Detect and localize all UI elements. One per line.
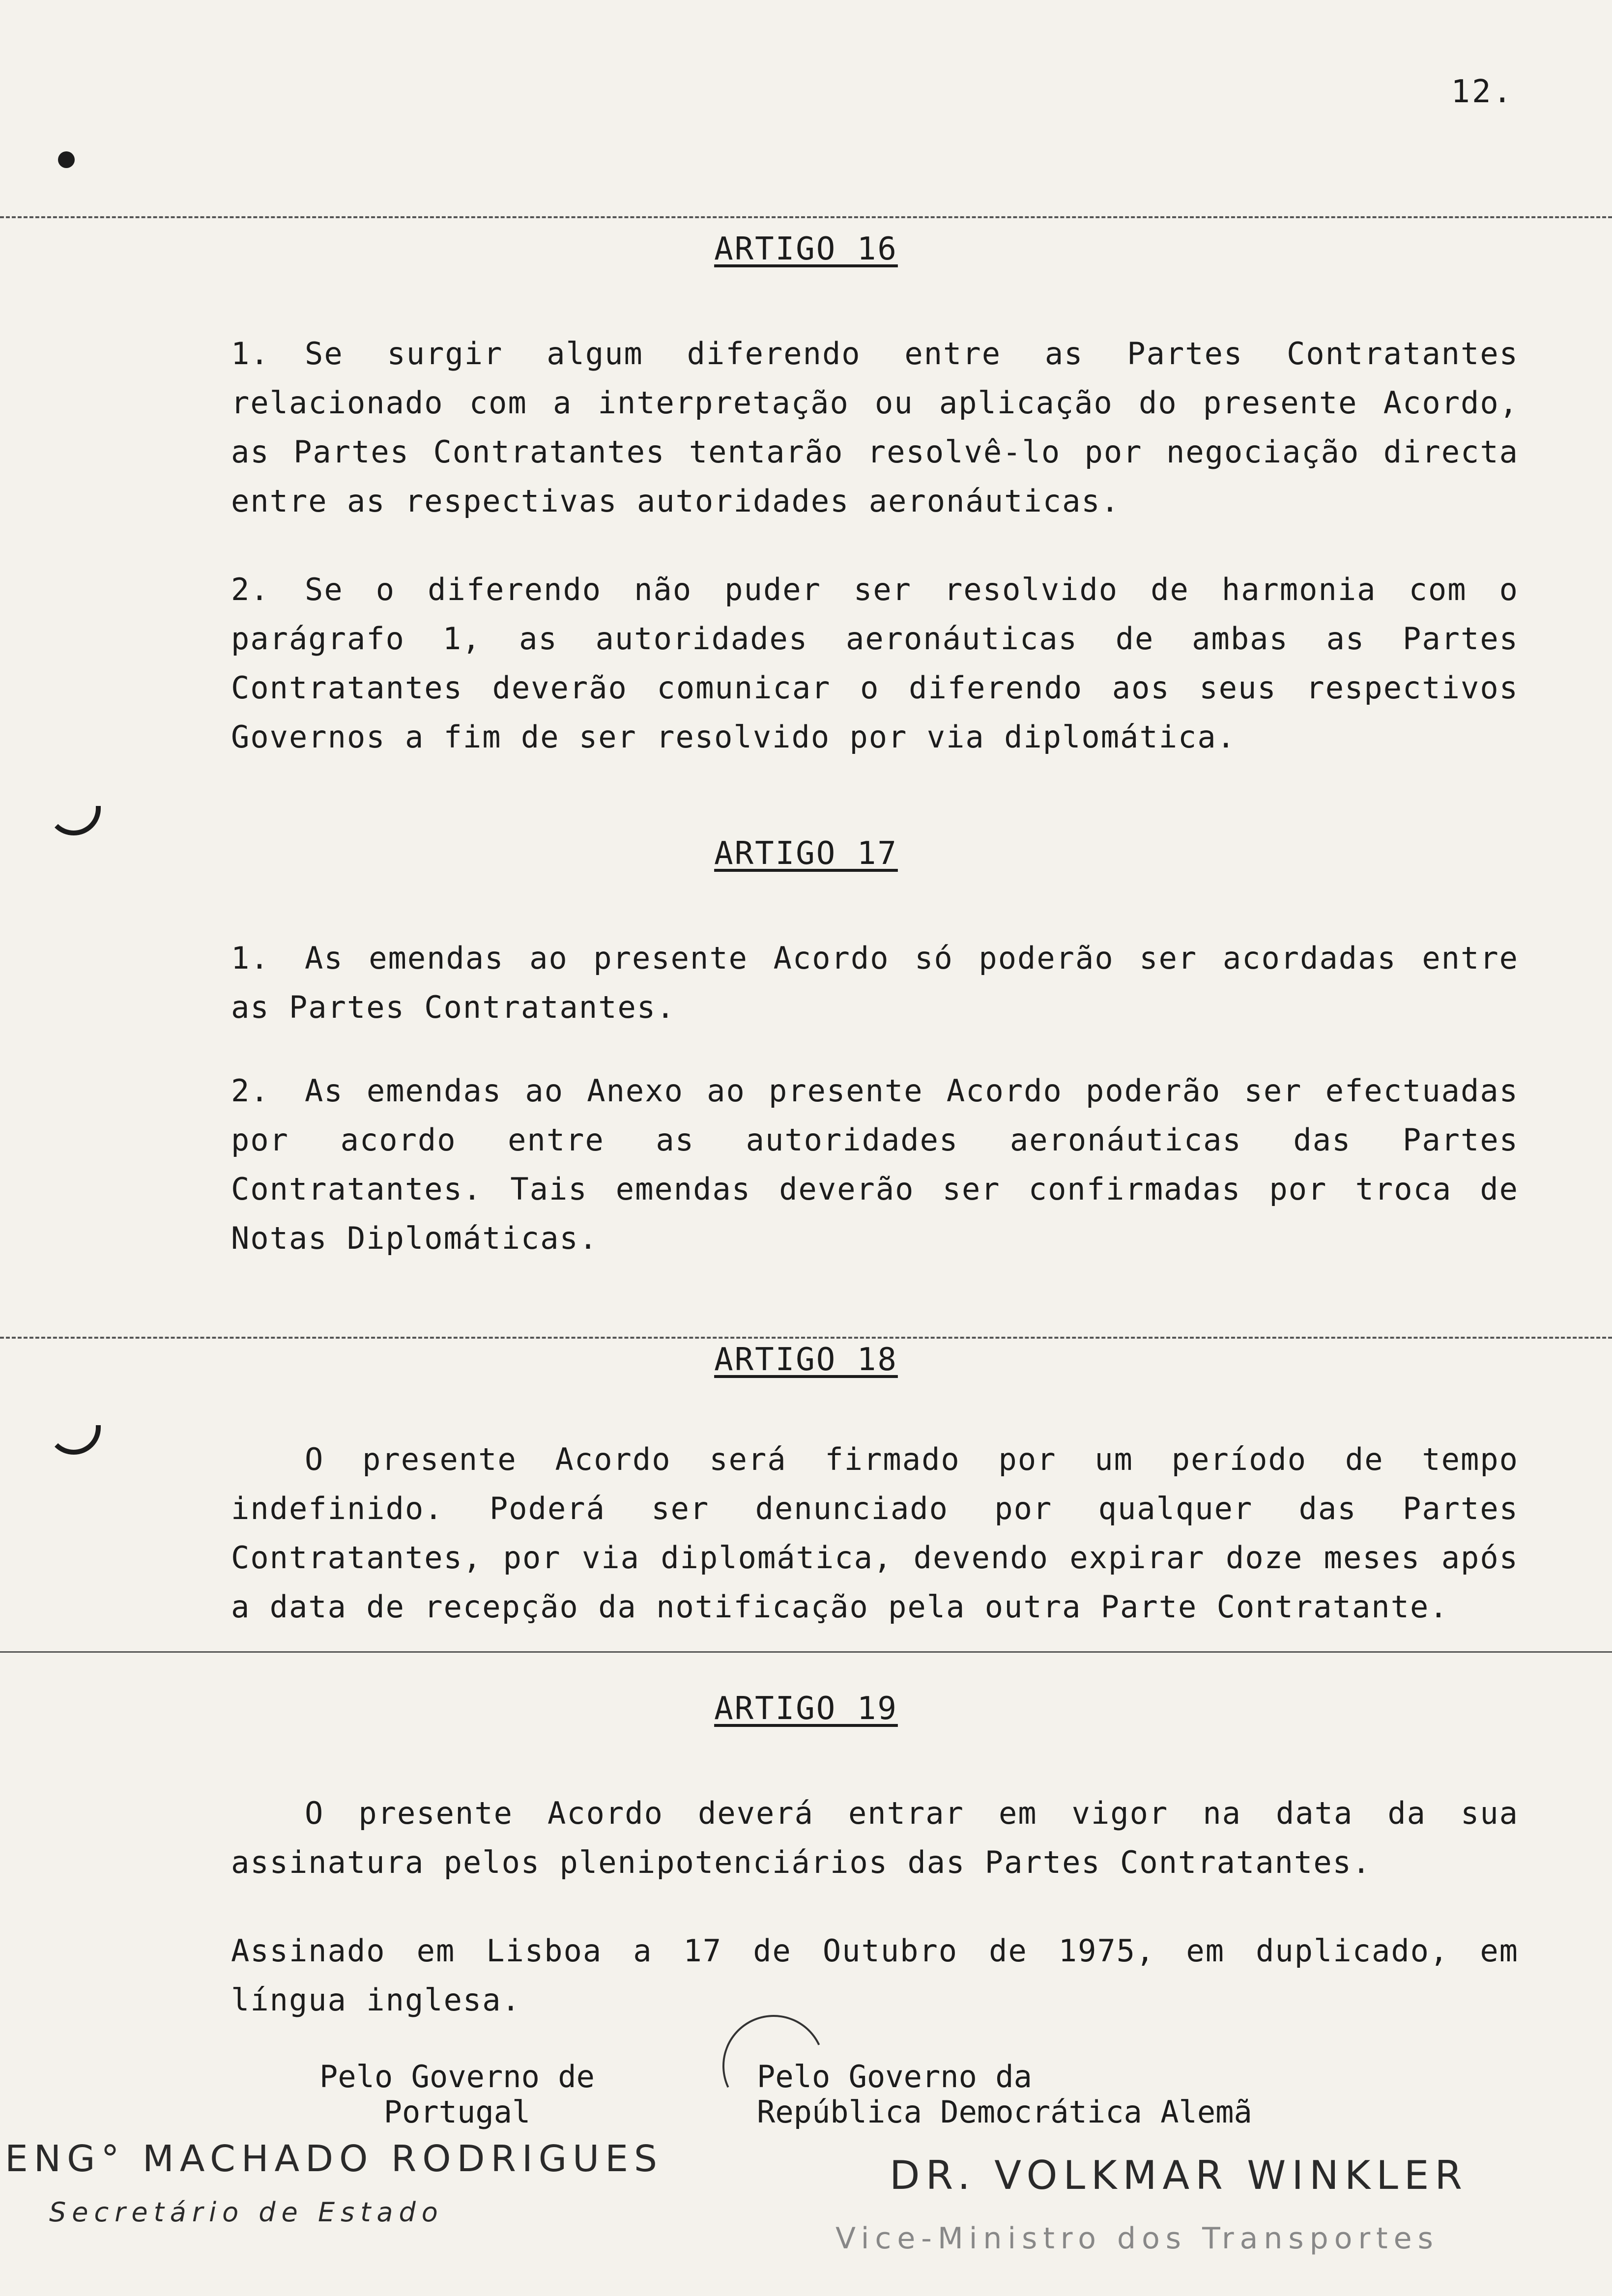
article-16-paragraph-1: 1. Se surgir algum diferendo entre as Partes Contratantes relacionado com a interpretação ou aplicação do presente Acordo, as Partes Contratantes tentarão resolvê-lo por negociação directa entre as respectivas autoridades aeronáuticas.	[231, 336, 1519, 519]
article-17-paragraph-2: 2. As emendas ao Anexo ao presente Acordo poderão ser efectuadas por acordo entre as autoridades aeronáuticas das Partes Contratantes. Tais emendas deverão ser confirmadas por troca de Notas Diplomáticas.	[231, 1073, 1519, 1256]
scan-rule	[0, 216, 1612, 218]
closing-statement: Assinado em Lisboa a 17 de Outubro de 1975, em duplicado, em língua inglesa.	[231, 1933, 1519, 2018]
scan-rule	[0, 1337, 1612, 1339]
article-17-heading: ARTIGO 17	[714, 835, 898, 872]
binding-mark	[47, 1425, 101, 1455]
scan-rule	[0, 1651, 1612, 1653]
page-number: 12.	[1451, 74, 1514, 110]
punch-hole-mark	[58, 151, 75, 168]
article-19-heading: ARTIGO 19	[714, 1691, 898, 1727]
signature-left-name: ENG° MACHADO RODRIGUES	[5, 2138, 663, 2180]
signature-right-name: DR. VOLKMAR WINKLER	[890, 2152, 1468, 2198]
article-19-paragraph: O presente Acordo deverá entrar em vigor na data da sua assinatura pelos plenipotenciários das Partes Contratantes.	[231, 1795, 1519, 1880]
article-17-paragraph-1: 1. As emendas ao presente Acordo só poderão ser acordadas entre as Partes Contratantes.	[231, 940, 1519, 1025]
article-18-paragraph: O presente Acordo será firmado por um período de tempo indefinido. Poderá ser denunciado por qualquer das Partes Contratantes, por via diplomática, devendo expirar doze meses após a data de recepção da notificação pela outra Parte Contratante.	[231, 1441, 1519, 1625]
article-16-heading: ARTIGO 16	[714, 231, 898, 267]
binding-mark	[47, 806, 101, 835]
article-16-paragraph-2: 2. Se o diferendo não puder ser resolvido de harmonia com o parágrafo 1, as autoridades aeronáuticas de ambas as Partes Contratantes deverão comunicar o diferendo aos seus respectivos Governos a fim de ser resolvido por via diplomática.	[231, 572, 1519, 755]
signature-right-title: Vice-Ministro dos Transportes	[835, 2221, 1439, 2256]
signatory-left-label: Pelo Governo de Portugal	[319, 2059, 595, 2130]
signature-left-title: Secretário de Estado	[49, 2197, 444, 2228]
article-18-heading: ARTIGO 18	[714, 1342, 898, 1378]
signatory-right-label: Pelo Governo da República Democrática Alemã	[757, 2059, 1252, 2130]
